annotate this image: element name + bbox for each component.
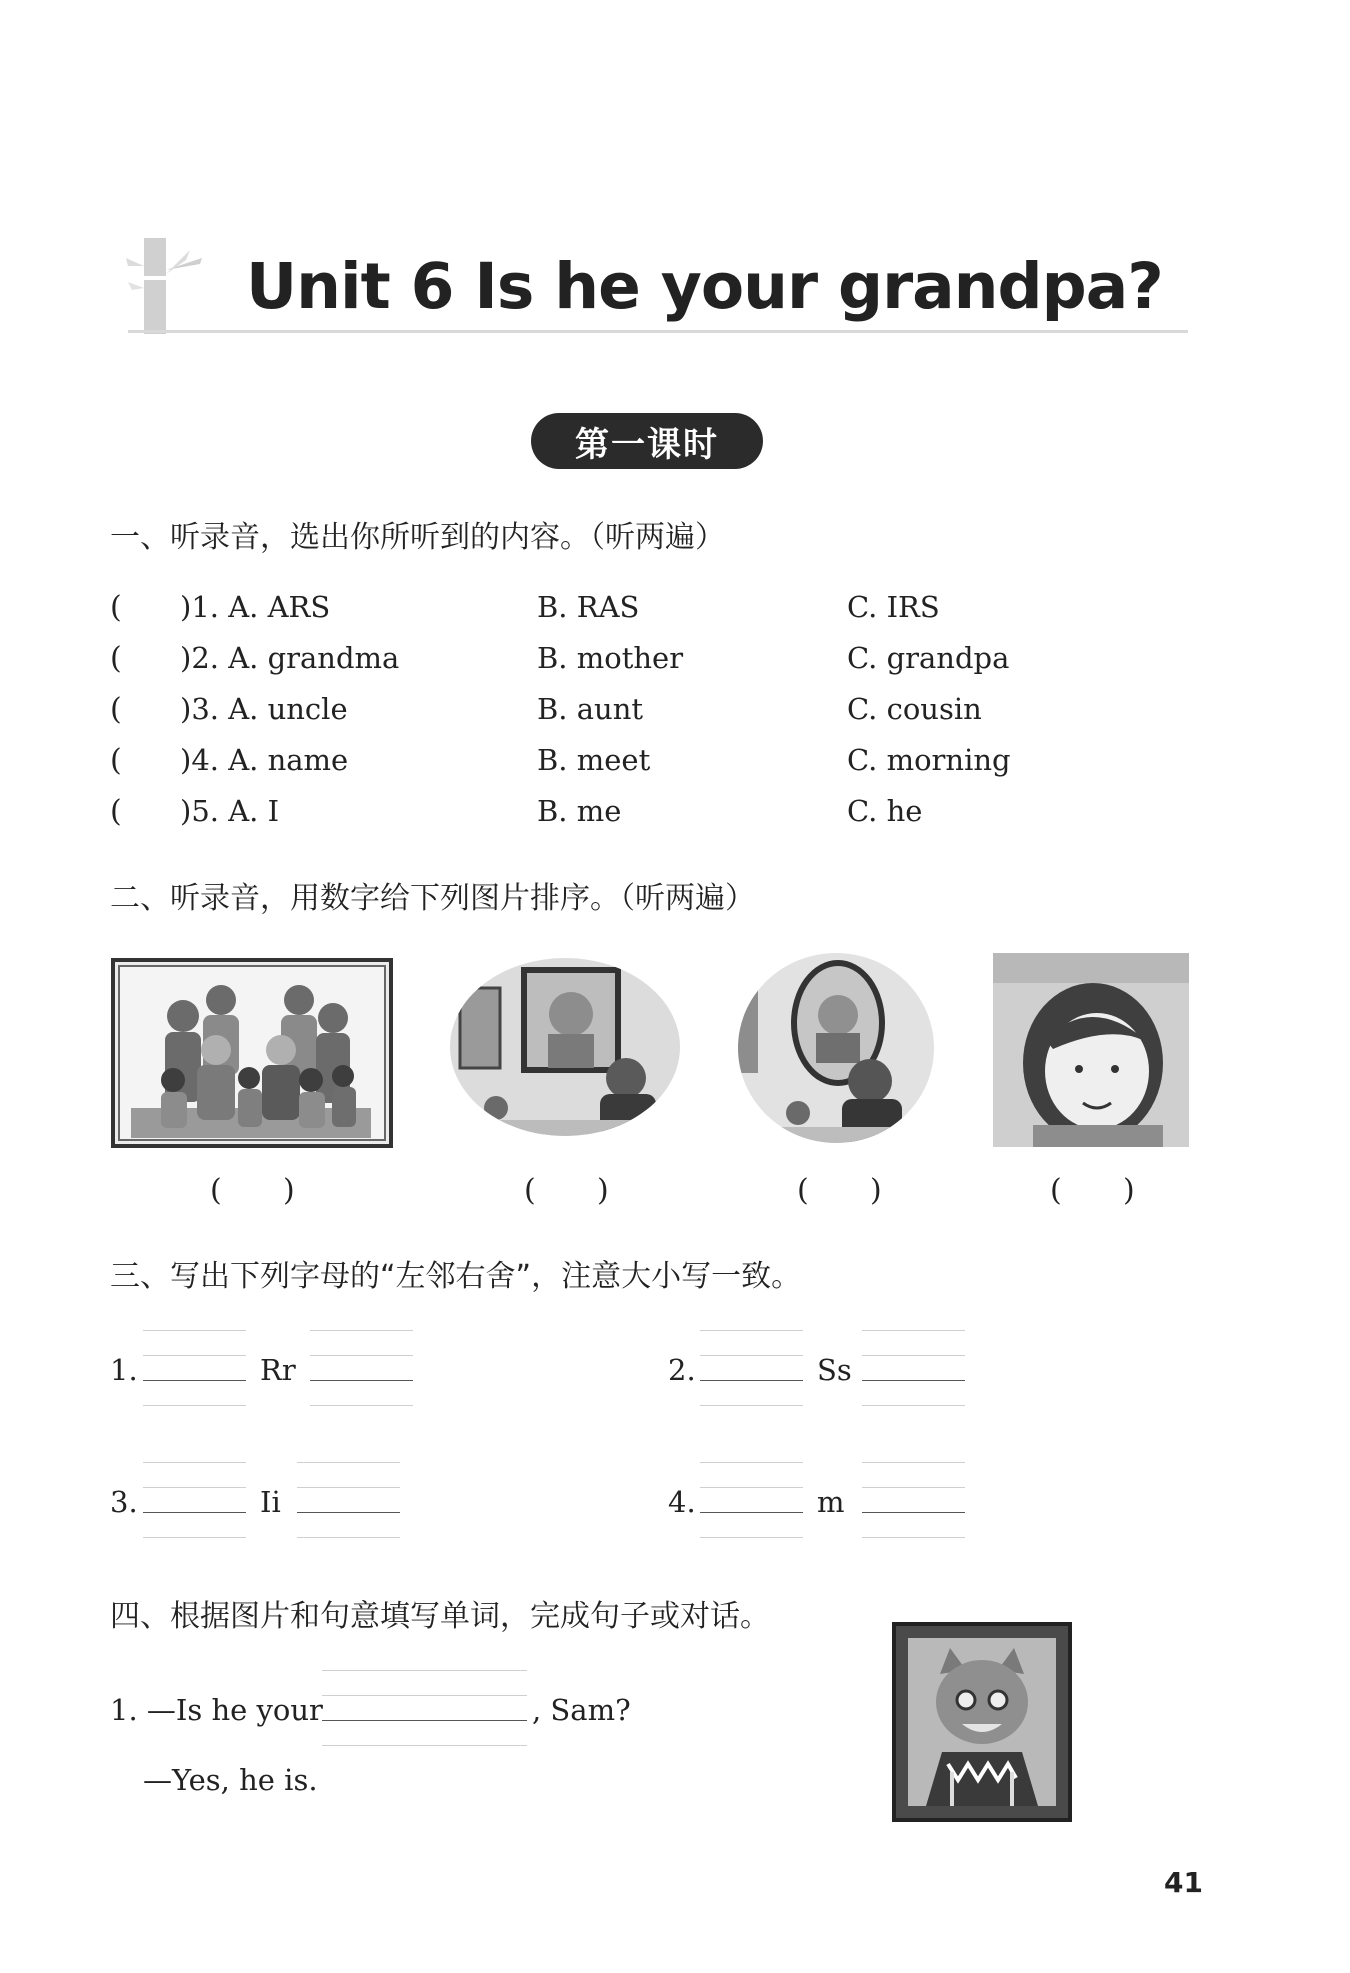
section3-title: 三、写出下列字母的“左邻右舍”，注意大小写一致。 — [110, 1259, 802, 1294]
letter-item-2-number: 2. — [668, 1353, 696, 1387]
question-2-options-a: )2. A. grandma — [180, 641, 400, 675]
question-4-option-b: B. meet — [537, 743, 651, 777]
question-1-option-c: C. IRS — [847, 590, 940, 624]
question-5-option-b: B. me — [537, 794, 622, 828]
answer-paren-open: ( — [110, 641, 122, 676]
question-1-option-b: B. RAS — [537, 590, 640, 624]
question-1-options-a: )1. A. ARS — [180, 590, 331, 624]
cat-portrait-picture — [450, 958, 680, 1136]
section2-title: 二、听录音，用数字给下列图片排序。（听两遍） — [110, 881, 755, 916]
answer-paren-close: ) — [597, 1173, 609, 1208]
question-2-option-c: C. grandpa — [847, 641, 1010, 675]
letter-item-1-letter: Rr — [260, 1353, 296, 1387]
question-3-option-c: C. cousin — [847, 692, 982, 726]
title-divider — [128, 330, 1188, 333]
letter-item-4-number: 4. — [668, 1485, 696, 1519]
answer-paren-open: ( — [110, 692, 122, 727]
question-4-option-c: C. morning — [847, 743, 1011, 777]
letter-item-1-number: 1. — [110, 1353, 138, 1387]
question-5-option-c: C. he — [847, 794, 923, 828]
letter-item-4-letter: m — [817, 1485, 845, 1519]
answer-paren-open: ( — [797, 1173, 809, 1208]
unit-title: Unit 6 Is he your grandpa? — [246, 250, 1163, 323]
answer-paren-close: ) — [283, 1173, 295, 1208]
answer-paren-open: ( — [110, 794, 122, 829]
section4-title: 四、根据图片和句意填写单词，完成句子或对话。 — [110, 1599, 770, 1634]
question1-end: , Sam? — [532, 1693, 631, 1727]
cat-mirror-picture — [738, 953, 934, 1143]
question-5-options-a: )5. A. I — [180, 794, 280, 828]
page-number: 41 — [1164, 1866, 1203, 1899]
answer-paren-close: ) — [1123, 1173, 1135, 1208]
section1-title: 一、听录音，选出你所听到的内容。（听两遍） — [110, 520, 725, 555]
answer-paren-open: ( — [110, 590, 122, 625]
answer-paren-open: ( — [524, 1173, 536, 1208]
letter-item-2-letter: Ss — [817, 1353, 852, 1387]
question-3-option-b: B. aunt — [537, 692, 644, 726]
question-3-options-a: )3. A. uncle — [180, 692, 348, 726]
letter-item-3-letter: Ii — [260, 1485, 281, 1519]
answer-paren-close: ) — [870, 1173, 882, 1208]
answer-paren-open: ( — [210, 1173, 222, 1208]
grandpa-cat-portrait-picture — [892, 1622, 1072, 1822]
answer-paren-open: ( — [110, 743, 122, 778]
question-2-option-b: B. mother — [537, 641, 684, 675]
family-photo-picture — [111, 958, 393, 1148]
letter-item-3-number: 3. — [110, 1485, 138, 1519]
question1-start: 1. —Is he your — [110, 1693, 323, 1727]
question-4-options-a: )4. A. name — [180, 743, 349, 777]
question1-reply: —Yes, he is. — [143, 1763, 318, 1797]
answer-paren-open: ( — [1050, 1173, 1062, 1208]
bamboo-decoration-icon — [124, 236, 214, 336]
grandma-portrait-picture — [993, 953, 1189, 1147]
lesson-badge: 第一课时 — [531, 413, 763, 469]
